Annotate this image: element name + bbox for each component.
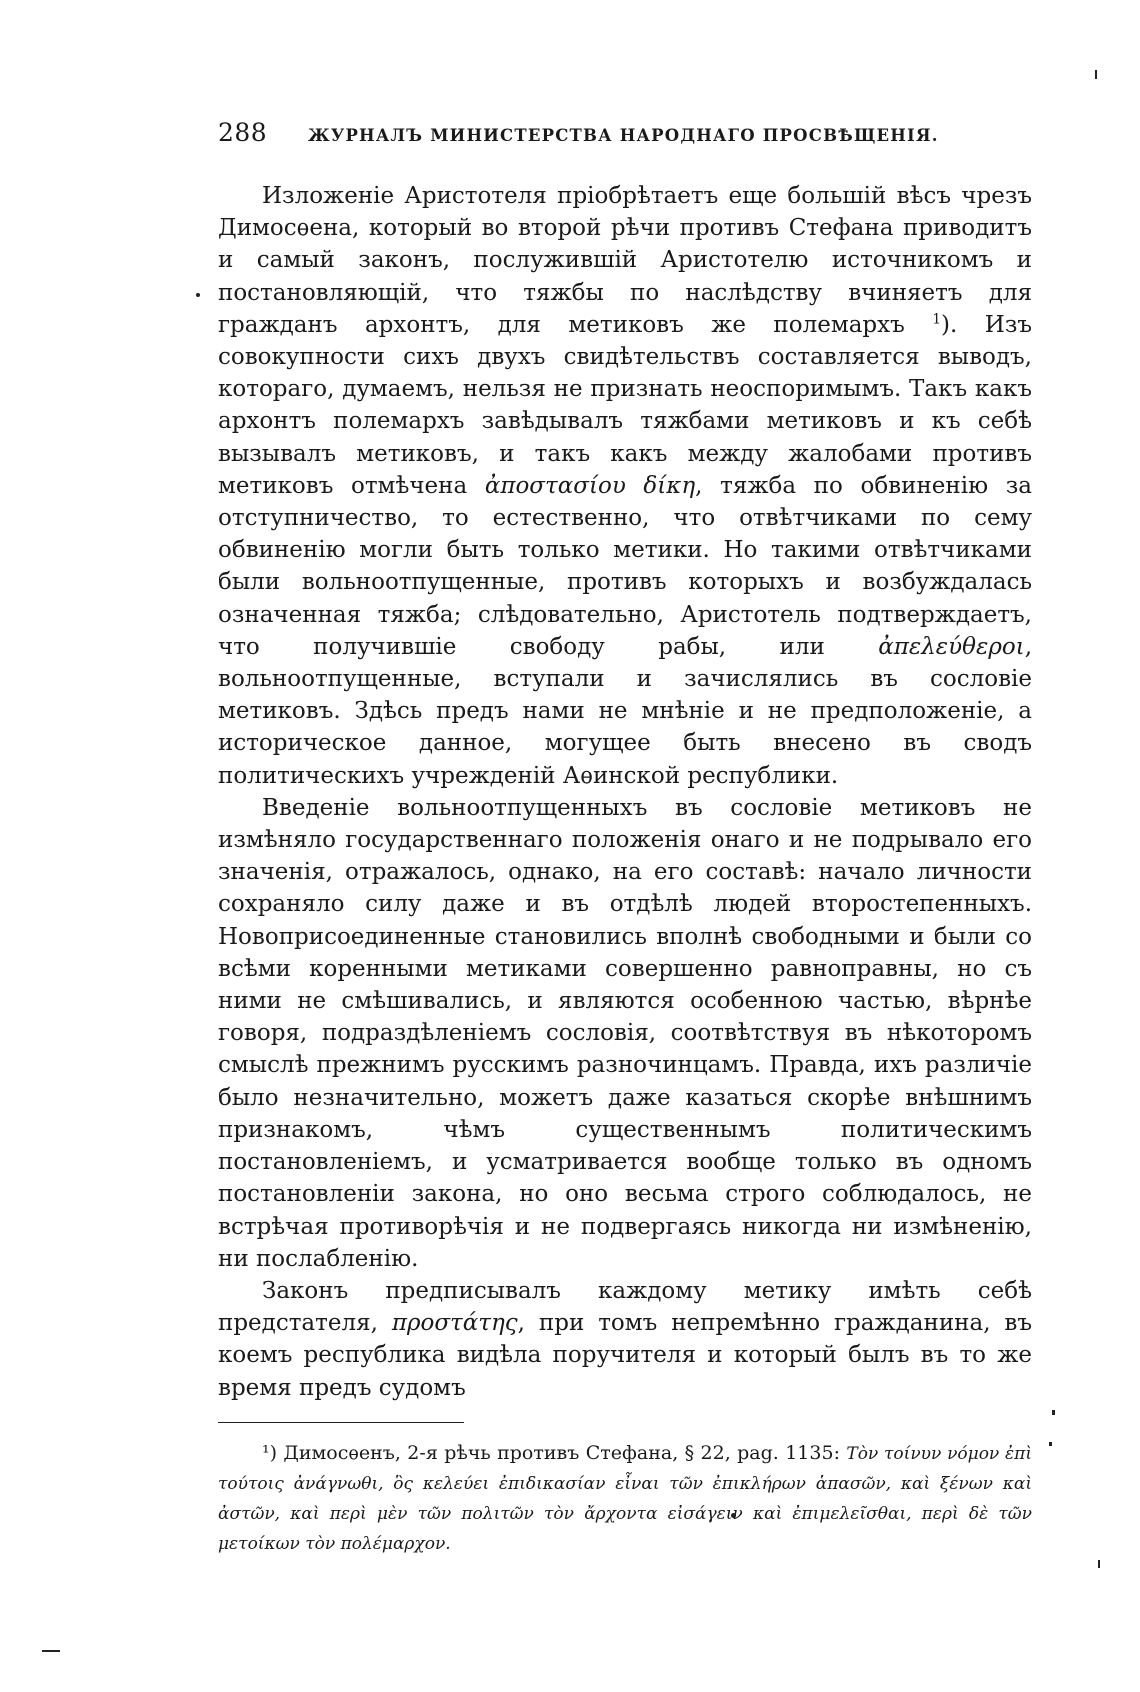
footnote-divider <box>218 1422 464 1423</box>
margin-mark <box>196 293 200 297</box>
book-page <box>218 118 1032 1559</box>
paragraph-3 <box>218 1275 1032 1404</box>
body-text <box>218 180 1032 1404</box>
margin-mark <box>1095 70 1097 79</box>
paragraph-1-text-d: , вольноотпущенные, вступали и зачислялись въ сословіе метиковъ. Здѣсь предъ нами не мнѣніе и не предположеніе, а историческое данное, могущее быть внесено въ сводъ политическихъ учрежденій Аѳинской республики. <box>218 633 1033 789</box>
greek-term-prostates: προστάτης <box>391 1310 518 1337</box>
paragraph-1 <box>218 180 1032 792</box>
paragraph-2: Введеніе вольноотпущенныхъ въ сословіе метиковъ не измѣняло государственнаго положенія онаго и не подрывало его значенія, отражалось, однако, на его составѣ: начало личности сохраняло силу даже и въ отдѣлѣ людей второстепенныхъ. Новоприсоединенные становились вполнѣ свободными и были со всѣми коренными метиками совершенно равноправны, но съ ними не смѣшивались, и являются особенною частью, вѣрнѣе говоря, подраздѣленіемъ сословія, соотвѣтствуя въ нѣкоторомъ смыслѣ прежнимъ русскимъ разночинцамъ. Правда, ихъ различіе было незначительно, можетъ даже казаться скорѣе внѣшнимъ признакомъ, чѣмъ существеннымъ политическимъ постановленіемъ, и усматривается вообще только въ одномъ постановленіи закона, но оно весьма строго соблюдалось, не встрѣчая противорѣчія и не подвергаясь никогда ни измѣненію, ни послабленію. <box>218 794 1032 1272</box>
paragraph-3-text-a: Законъ предписывалъ каждому метику имѣть себѣ предстателя, <box>218 1277 1032 1337</box>
margin-mark <box>42 1650 60 1652</box>
footnote <box>218 1439 1032 1559</box>
paragraph-1-text-a: Изложеніе Аристотеля пріобрѣтаетъ еще большій вѣсъ чрезъ Димосѳена, который во второй рѣчи противъ Стефана приводитъ и самый законъ, послужившій Аристотелю источникомъ и постановляющій, что тяжбы по наслѣдству вчиняетъ для гражданъ архонтъ, для метиковъ же полемархъ <box>218 183 1032 338</box>
footnote-citation: Димосѳенъ, 2-я рѣчь противъ Стефана, § 22, pag. 1135: <box>283 1441 840 1464</box>
paragraph-1-text-b: ). Изъ совокупности сихъ двухъ свидѣтельствъ составляется выводъ, котораго, думаемъ, нельзя не признать неоспоримымъ. Такъ какъ архонтъ полемархъ завѣдывалъ тяжбами метиковъ и къ себѣ вызывалъ метиковъ, и такъ какъ между жалобами противъ метиковъ отмѣчена <box>218 311 1032 499</box>
journal-title: ЖУРНАЛЪ МИНИСТЕРСТВА НАРОДНАГО ПРОСВѢЩЕНІЯ. <box>308 126 939 145</box>
greek-term-apeleutheroi: ἀπελεύθεροι <box>878 633 1025 660</box>
running-head <box>218 118 1032 152</box>
greek-term-apostasiou: ἀποστασίου δίκη <box>484 472 696 499</box>
footnote-reference: 1 <box>932 311 942 328</box>
margin-mark <box>1052 1410 1055 1415</box>
margin-mark <box>1049 1442 1052 1446</box>
paragraph-1-text-c: , тяжба по обвиненію за отступничество, то естественно, что отвѣтчиками по сему обвиненію могли быть только метики. Но такими отвѣтчиками были вольноотпущенные, противъ которыхъ и возбуждалась означенная тяжба; слѣдовательно, Аристотель подтверждаетъ, что получившіе свободу рабы, или <box>218 472 1032 660</box>
paragraph-3-text-b: , при томъ непремѣнно гражданина, въ коемъ республика видѣла поручителя и который былъ въ то же время предъ судомъ <box>218 1310 1033 1401</box>
footnote-marker: ¹) <box>262 1441 278 1464</box>
page-number: 288 <box>218 118 268 147</box>
margin-mark <box>1098 1560 1100 1568</box>
footnote-greek-quote: Τὸν τοίνυν νόμον ἐπὶ τούτοις ἀνάγνωθι, ὃς κελεύει ἐπιδικασίαν εἶναι τῶν ἐπικλήρων ἁπασῶν, καὶ ξένων καὶ ἀστῶν, καὶ περὶ μὲν τῶν πολιτῶν τὸν ἄρχοντα εἰσάγειν καὶ ἐπιμελεῖσθαι, περὶ δὲ τῶν μετοίκων τὸν πολέμαρχον. <box>218 1443 1032 1554</box>
